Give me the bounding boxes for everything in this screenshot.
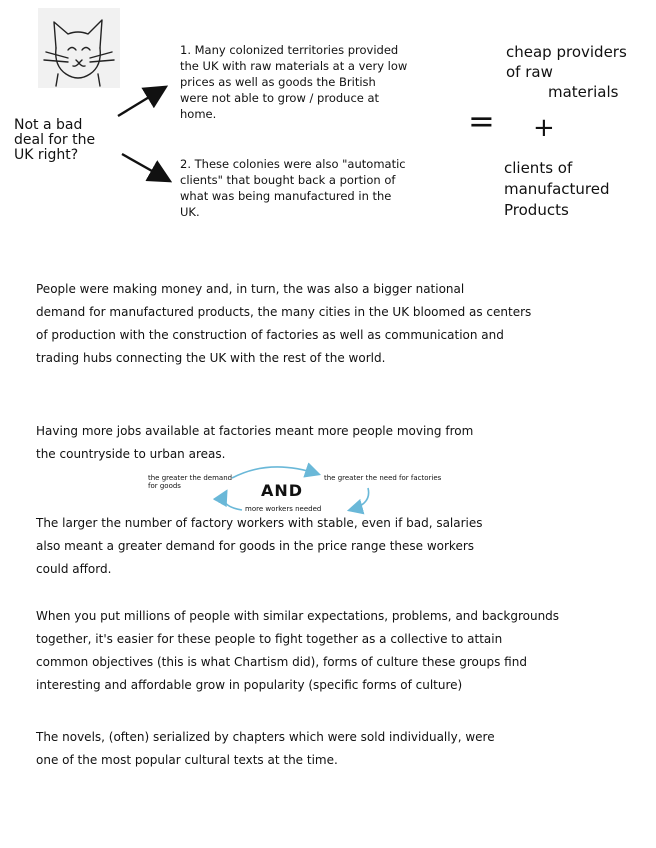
point-1-line: the UK with raw materials at a very low [180,59,408,73]
arrow-up [118,88,164,116]
clients-line: clients of [504,159,573,177]
point-2-line: clients" that bought back a portion of [180,173,396,187]
paragraph-workers [36,512,606,581]
point-1 [180,42,460,122]
arrow-down [122,154,168,180]
plus-sign: + [533,113,555,143]
paragraph-jobs [36,420,606,466]
cycle-and-label: AND [261,481,304,500]
paragraph-line: When you put millions of people with similar expectations, problems, and backgrounds [36,609,560,623]
point-1-line: 1. Many colonized territories provided [180,43,399,57]
providers-label [506,42,646,102]
providers-line: materials [548,83,619,101]
cycle-demand-line: the greater the demand [148,474,233,482]
paragraph-line: the countryside to urban areas. [36,447,226,461]
point-2-line: 2. These colonies were also "automatic [180,157,406,171]
paragraph-line: interesting and affordable grow in popularity (specific forms of culture) [36,678,463,692]
clients-line: Products [504,201,569,219]
cat-doodle [38,8,120,88]
paragraph-line: together, it's easier for these people to fight together as a collective to attain [36,632,503,646]
clients-label [504,158,644,221]
cycle-factories-label: the greater the need for factories [324,474,442,482]
question-text [14,118,124,163]
paragraph-line: demand for manufactured products, the many cities in the UK bloomed as centers [36,305,532,319]
cycle-demand-label [148,474,248,490]
cycle-workers-label: more workers needed [245,505,322,513]
question-line: UK right? [14,147,79,163]
cycle-arrow-left [224,492,242,510]
paragraph-line: could afford. [36,562,112,576]
paragraph-collective [36,605,636,697]
paragraph-economy [36,278,636,370]
paragraph-line: also meant a greater demand for goods in the price range these workers [36,539,475,553]
paragraph-novels [36,726,626,772]
point-1-line: home. [180,107,217,121]
paragraph-line: People were making money and, in turn, the was also a bigger national [36,282,465,296]
point-1-line: were not able to grow / produce at [180,91,380,105]
providers-line: of raw [506,63,553,81]
providers-line: cheap providers [506,43,627,61]
paragraph-line: The novels, (often) serialized by chapters which were sold individually, were [36,730,495,744]
point-2 [180,156,460,220]
paragraph-line: Having more jobs available at factories meant more people moving from [36,424,474,438]
point-1-line: prices as well as goods the British [180,75,376,89]
paragraph-line: trading hubs connecting the UK with the rest of the world. [36,351,386,365]
cycle-demand-line: for goods [148,482,181,490]
question-line: deal for the [14,132,96,148]
paragraph-line: common objectives (this is what Chartism did), forms of culture these groups find [36,655,527,669]
paragraph-line: of production with the construction of factories as well as communication and [36,328,504,342]
equals-sign: = [468,102,495,140]
paragraph-line: The larger the number of factory workers with stable, even if bad, salaries [36,516,483,530]
point-2-line: UK. [180,205,200,219]
paragraph-line: one of the most popular cultural texts at the time. [36,753,338,767]
question-line: Not a bad [14,117,83,133]
clients-line: manufactured [504,180,610,198]
point-2-line: what was being manufactured in the [180,189,392,203]
cat-drawing [38,8,120,88]
